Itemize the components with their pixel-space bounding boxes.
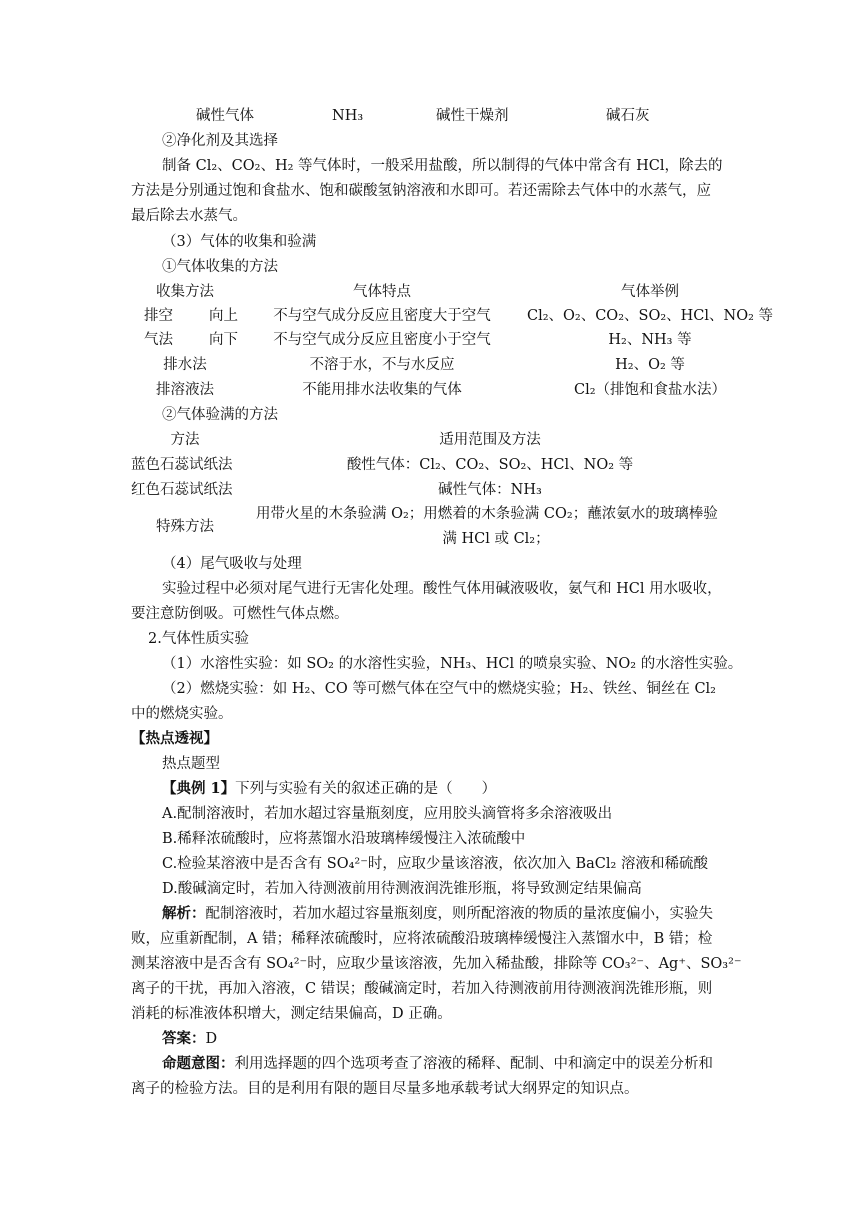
example-question [162, 779, 496, 799]
table-cell: 不能用排水法收集的气体 [302, 382, 462, 398]
paragraph-line: 实验过程中必须对尾气进行无害化处理。酸性气体用碱液吸收，氨气和 HCl 用水吸收， [162, 581, 722, 597]
table-header: 收集方法 [156, 284, 214, 300]
subsection-heading: 热点题型 [162, 756, 220, 772]
paragraph-line: 制备 Cl₂、CO₂、H₂ 等气体时，一般采用盐酸，所以制得的气体中常含有 HCl，除去的 [162, 158, 723, 174]
table-header: 气体举例 [621, 284, 679, 300]
table-cell: 碱性干燥剂 [436, 108, 509, 124]
table-header: 适用范围及方法 [439, 432, 541, 448]
paragraph-line: 最后除去水蒸气。 [131, 208, 247, 224]
table-cell: 排空 [144, 308, 173, 324]
intent-text: 利用选择题的四个选项考查了溶液的稀释、配制、中和滴定中的误差分析和 [234, 1056, 713, 1072]
paragraph-line: 要注意防倒吸。可燃性气体点燃。 [131, 606, 349, 622]
table-cell: 特殊方法 [156, 519, 214, 535]
table-cell: 蓝色石蕊试纸法 [131, 457, 233, 473]
subsection-heading: ①气体收集的方法 [162, 259, 278, 275]
analysis-line [162, 904, 713, 924]
paragraph-line: （2）燃烧实验：如 H₂、CO 等可燃气体在空气中的燃烧实验；H₂、铁丝、铜丝在 Cl₂ [162, 681, 716, 697]
subsection-heading: ②净化剂及其选择 [162, 133, 278, 149]
analysis-text: 配制溶液时，若加水超过容量瓶刻度，则所配溶液的物质的量浓度偏小，实验失 [205, 906, 713, 922]
section-heading: 2.气体性质实验 [148, 631, 249, 647]
answer-line [162, 1029, 217, 1049]
table-cell: 不溶于水，不与水反应 [309, 357, 455, 373]
table-header: 气体特点 [353, 284, 411, 300]
analysis-label: 解析： [162, 905, 206, 922]
hot-section-heading: 【热点透视】 [131, 730, 218, 747]
option-a: A.配制溶液时，若加水超过容量瓶刻度，应用胶头滴管将多余溶液吸出 [162, 806, 613, 822]
table-cell: Cl₂（排饱和食盐水法） [573, 382, 727, 398]
answer-value: D [205, 1031, 218, 1047]
table-cell: 酸性气体：Cl₂、CO₂、SO₂、HCl、NO₂ 等 [346, 457, 634, 473]
table-cell: 不与空气成分反应且密度小于空气 [273, 332, 491, 348]
table-cell: 碱石灰 [606, 108, 650, 124]
table-cell: 用带火星的木条验满 O₂；用燃着的木条验满 CO₂；蘸浓氨水的玻璃棒验 [256, 506, 718, 522]
table-cell: 碱性气体：NH₃ [438, 482, 542, 498]
paragraph-line: （1）水溶性实验：如 SO₂ 的水溶性实验，NH₃、HCl 的喷泉实验、NO₂ 的水溶性实验。 [162, 656, 743, 672]
section-heading: （4）尾气吸收与处理 [162, 556, 302, 572]
intent-line: 离子的检验方法。目的是利用有限的题目尽量多地承载考试大纲界定的知识点。 [131, 1081, 639, 1097]
table-cell: 向下 [209, 332, 238, 348]
answer-label: 答案： [162, 1030, 206, 1047]
table-cell: 气法 [144, 332, 173, 348]
analysis-line: 测某溶液中是否含有 SO₄²⁻时，应取少量该溶液，先加入稀盐酸，排除等 CO₃²⁻、Ag⁺、SO₃²⁻ [131, 956, 742, 972]
option-d: D.酸碱滴定时，若加入待测液前用待测液润洗锥形瓶，将导致测定结果偏高 [162, 881, 642, 897]
example-label: 【典例 1】 [162, 780, 236, 797]
table-cell: 不与空气成分反应且密度大于空气 [273, 308, 491, 324]
question-text: 下列与实验有关的叙述正确的是（ ） [235, 781, 497, 797]
table-cell: H₂、NH₃ 等 [608, 332, 692, 348]
table-cell: Cl₂、O₂、CO₂、SO₂、HCl、NO₂ 等 [526, 308, 774, 324]
table-cell: 满 HCl 或 Cl₂； [442, 531, 550, 547]
table-cell: 排溶液法 [156, 382, 214, 398]
option-b: B.稀释浓硫酸时，应将蒸馏水沿玻璃棒缓慢注入浓硫酸中 [162, 831, 526, 847]
analysis-line: 消耗的标准液体积增大，测定结果偏高，D 正确。 [131, 1006, 452, 1022]
subsection-heading: ②气体验满的方法 [162, 407, 278, 423]
option-c: C.检验某溶液中是否含有 SO₄²⁻时，应取少量该溶液，依次加入 BaCl₂ 溶液和稀硫酸 [162, 856, 708, 872]
table-cell: NH₃ [332, 108, 364, 124]
analysis-line: 败，应重新配制，A 错；稀释浓硫酸时，应将浓硫酸沿玻璃棒缓慢注入蒸馏水中，B 错；检 [131, 931, 713, 947]
analysis-line: 离子的干扰，再加入溶液，C 错误；酸碱滴定时，若加入待测液前用待测液润洗锥形瓶，则 [131, 981, 713, 997]
table-cell: 排水法 [163, 357, 207, 373]
table-cell: 向上 [209, 308, 238, 324]
table-cell: 碱性气体 [196, 108, 254, 124]
paragraph-line: 中的燃烧实验。 [131, 706, 233, 722]
table-cell: H₂、O₂ 等 [615, 357, 685, 373]
section-heading: （3）气体的收集和验满 [162, 234, 317, 250]
intent-label: 命题意图： [162, 1055, 235, 1072]
table-header: 方法 [170, 432, 200, 448]
table-cell: 红色石蕊试纸法 [131, 482, 233, 498]
intent-line [162, 1054, 713, 1074]
paragraph-line: 方法是分别通过饱和食盐水、饱和碳酸氢钠溶液和水即可。若还需除去气体中的水蒸气，应 [131, 183, 711, 199]
